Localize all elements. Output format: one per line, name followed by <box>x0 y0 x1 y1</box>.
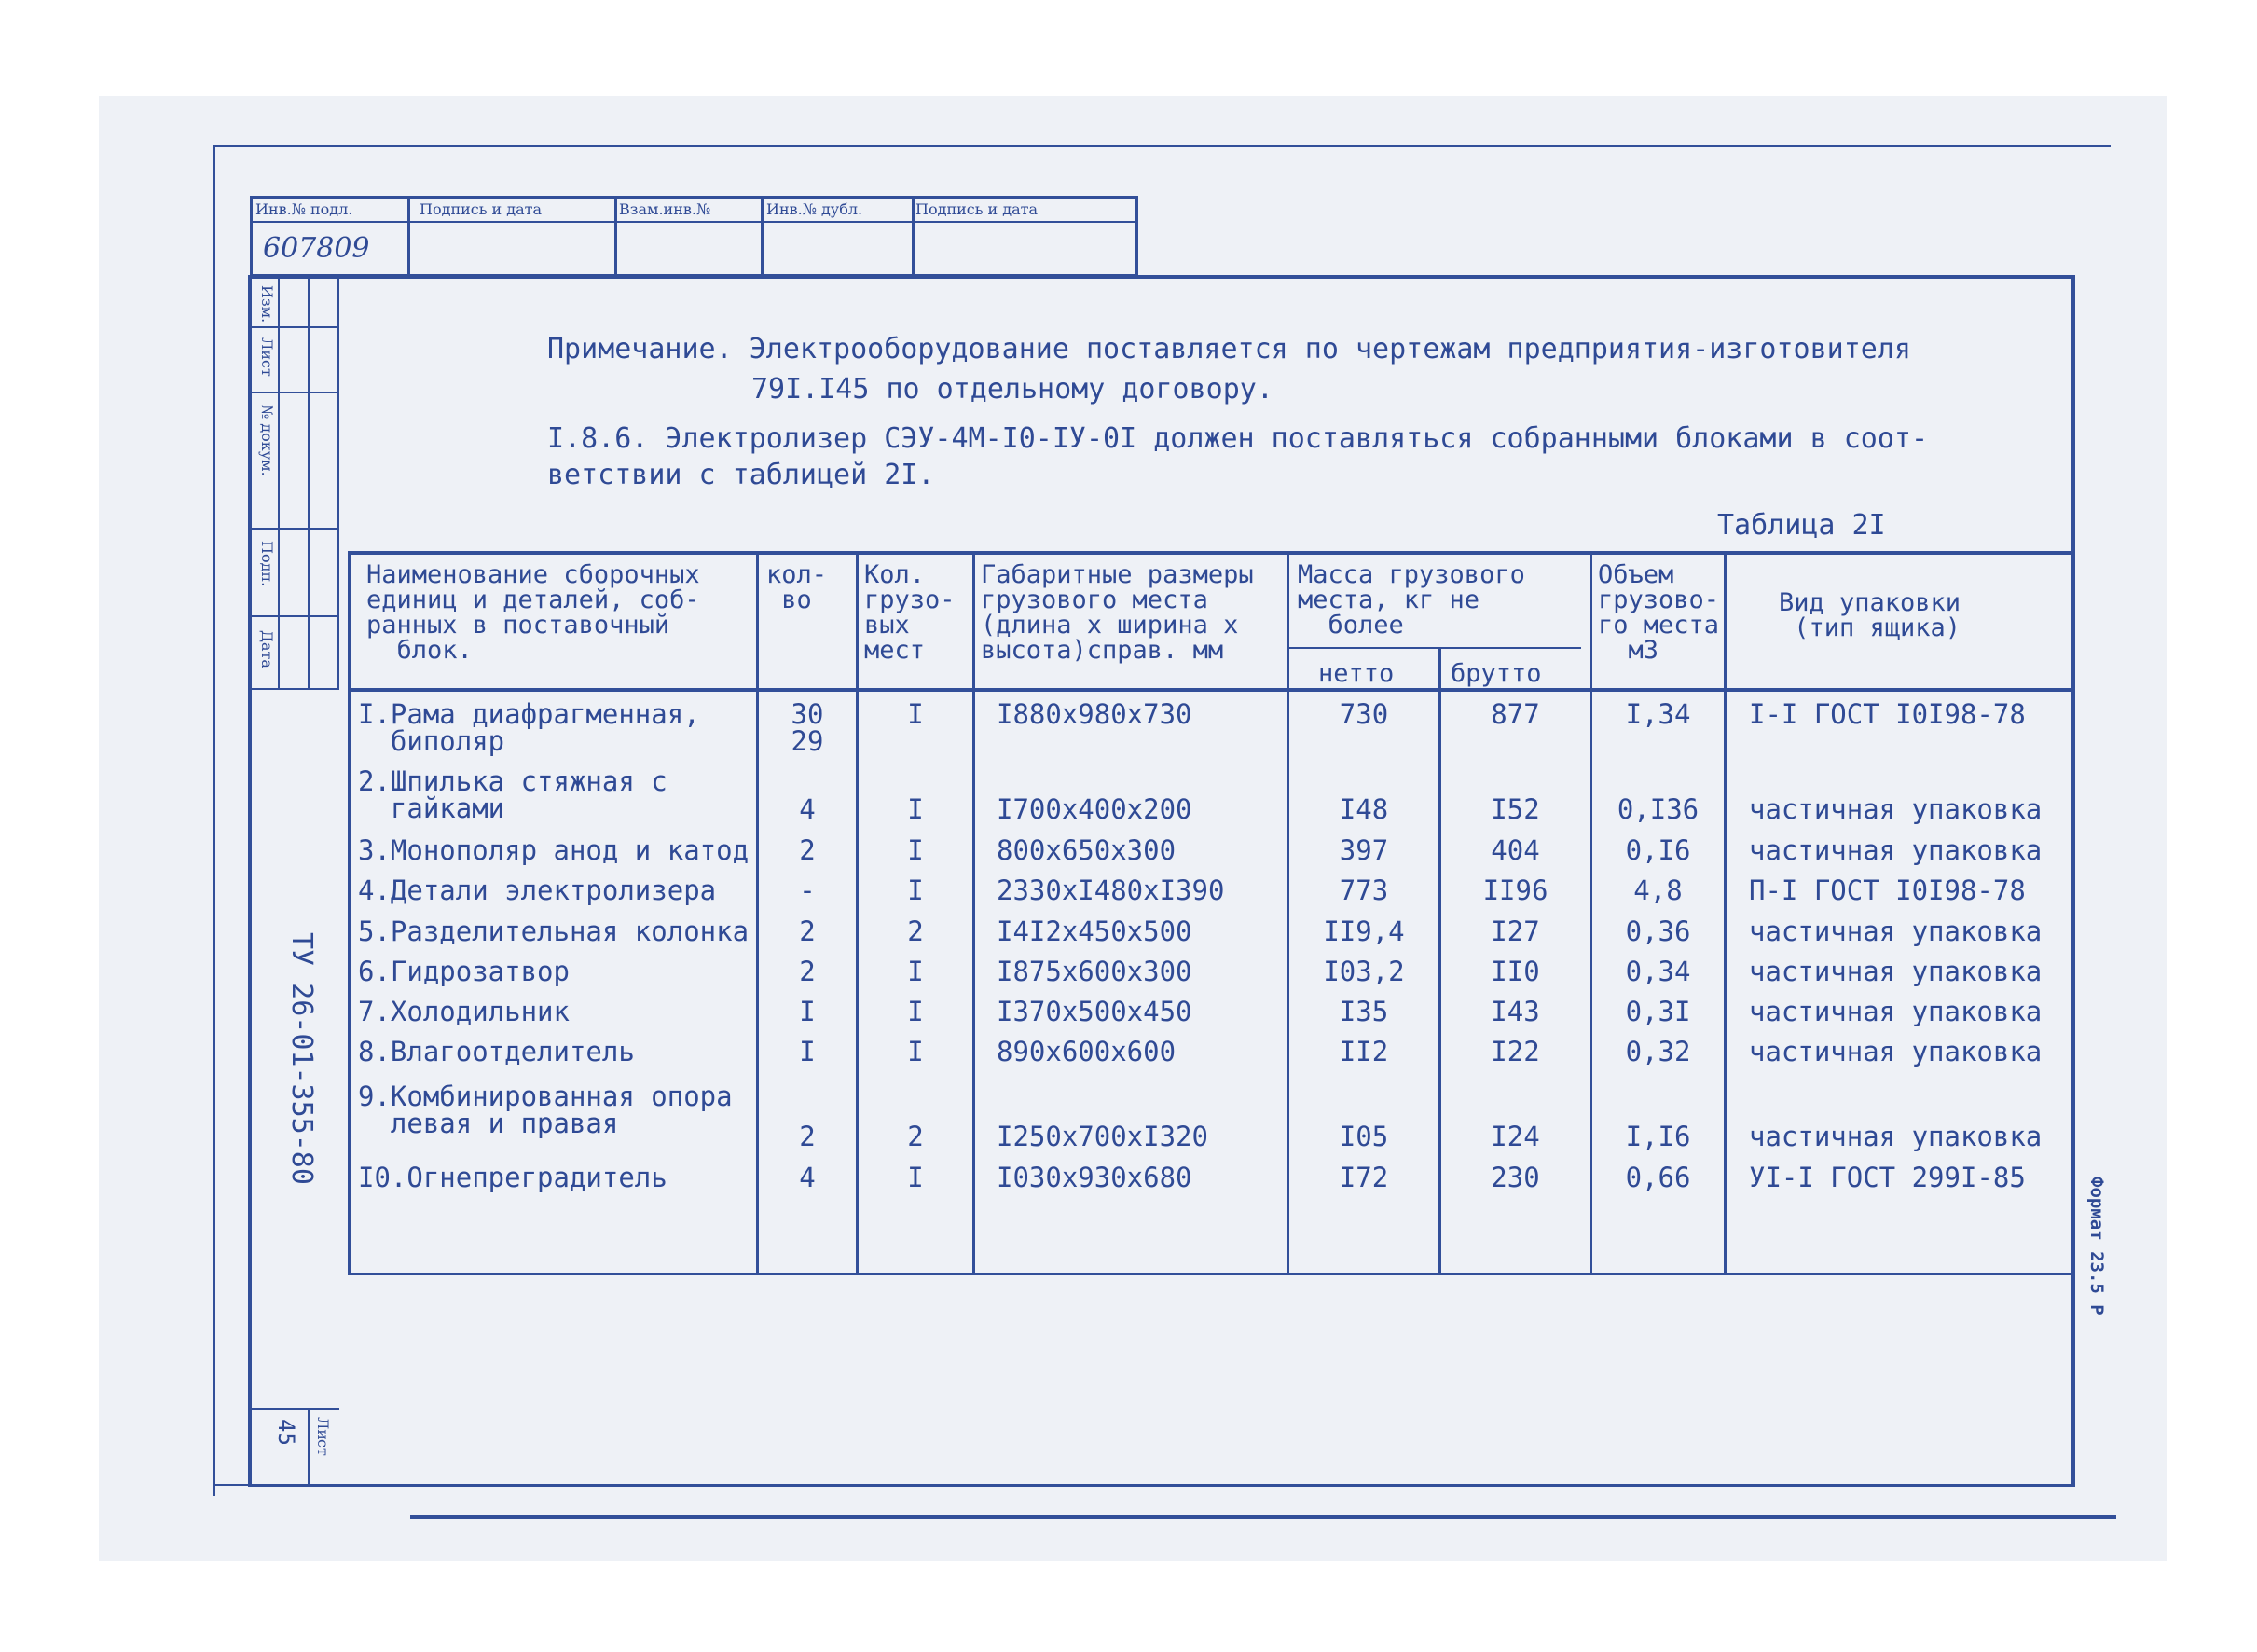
cell-qty: I <box>799 1036 816 1067</box>
cell-name: 2.Шпилька стяжная с гайками <box>358 765 667 824</box>
stamp-header-inv-orig: Инв.№ подл. <box>255 200 353 218</box>
table-title: Таблица 2I <box>1717 509 1886 542</box>
cell-volume: 4,8 <box>1633 874 1683 906</box>
cell-qty: 2 <box>799 834 816 866</box>
cell-name: 3.Монополяр анод и катод <box>358 834 750 866</box>
note-line-4: ветствии с таблицей 2I. <box>547 459 935 491</box>
cell-name: I.Рама диафрагменная, биполяр <box>358 698 700 757</box>
frame-bottom <box>410 1515 2116 1519</box>
col-header-pack: Вид упаковки (тип ящика) <box>1779 588 1961 642</box>
cell-name: 9.Комбинированная опора левая и правая <box>358 1081 733 1139</box>
cell-pack: частичная упаковка <box>1749 834 2043 866</box>
cell-brutto: I43 <box>1491 996 1540 1027</box>
cell-volume: I,34 <box>1625 698 1691 730</box>
document-code: ТУ 26-01-355-80 <box>285 932 318 1185</box>
cell-dims: 890x600x600 <box>997 1036 1177 1067</box>
cell-volume: 0,34 <box>1625 956 1691 987</box>
cell-name: 4.Детали электролизера <box>358 874 717 906</box>
cell-pack: частичная упаковка <box>1749 793 2043 825</box>
cell-dims: 2330xI480xI390 <box>997 874 1225 906</box>
cell-pack: П-I ГОСТ I0I98-78 <box>1749 874 2026 906</box>
cell-places: 2 <box>907 915 924 947</box>
cell-volume: 0,32 <box>1625 1036 1691 1067</box>
cell-pack: I-I ГОСТ I0I98-78 <box>1749 698 2026 730</box>
col-header-mass: Масса грузового места, кг не более <box>1298 560 1525 640</box>
cell-qty: 4 <box>799 1162 816 1193</box>
cell-places: I <box>907 1036 924 1067</box>
cell-volume: 0,I36 <box>1617 793 1700 825</box>
cell-volume: 0,I6 <box>1625 834 1691 866</box>
cell-places: I <box>907 874 924 906</box>
col-header-places: Кол. грузо- вых мест <box>864 560 956 665</box>
cell-pack: частичная упаковка <box>1749 915 2043 947</box>
cell-dims: I880x980x730 <box>997 698 1192 730</box>
cell-volume: 0,66 <box>1625 1162 1691 1193</box>
cell-dims: I030x930x680 <box>997 1162 1192 1193</box>
cell-brutto: I22 <box>1491 1036 1540 1067</box>
cell-brutto: I24 <box>1491 1121 1540 1152</box>
cell-netto: II2 <box>1339 1036 1389 1067</box>
col-header-qty: кол- во <box>766 560 828 614</box>
cell-netto: I48 <box>1339 793 1389 825</box>
stamp-header-dup-inv: Инв.№ дубл. <box>766 200 863 218</box>
col-header-volume: Объем грузово- го места м3 <box>1598 560 1720 665</box>
cell-brutto: I52 <box>1491 793 1540 825</box>
cell-dims: 800x650x300 <box>997 834 1177 866</box>
cell-brutto: 404 <box>1491 834 1540 866</box>
cell-qty: I <box>799 996 816 1027</box>
cell-places: I <box>907 996 924 1027</box>
side-label-izm: Изм. <box>258 285 276 324</box>
cell-name: 7.Холодильник <box>358 996 570 1027</box>
cell-qty: 2 <box>799 915 816 947</box>
col-header-brutto: брутто <box>1451 659 1542 688</box>
cell-volume: 0,36 <box>1625 915 1691 947</box>
cell-volume: 0,3I <box>1625 996 1691 1027</box>
cell-qty: - <box>799 874 816 906</box>
cell-brutto: II0 <box>1491 956 1540 987</box>
sheet-label: Лист <box>314 1417 332 1456</box>
cell-netto: II9,4 <box>1323 915 1405 947</box>
format-note: Формат 23.5 Р <box>2086 1177 2107 1315</box>
inner-frame-right <box>2071 275 2075 1487</box>
cell-pack: частичная упаковка <box>1749 956 2043 987</box>
cell-dims: I700x400x200 <box>997 793 1192 825</box>
side-label-list: Лист <box>258 337 276 377</box>
cell-dims: I250x700xI320 <box>997 1121 1208 1152</box>
cell-name: I0.Огнепреградитель <box>358 1162 667 1193</box>
cell-netto: I05 <box>1339 1121 1389 1152</box>
cell-places: I <box>907 956 924 987</box>
col-header-name: Наименование сборочных единиц и деталей, соб- ранных в поставочный блок. <box>366 560 700 665</box>
cell-name: 5.Разделительная колонка <box>358 915 750 947</box>
cell-brutto: 230 <box>1491 1162 1540 1193</box>
inner-frame-left <box>248 275 252 1487</box>
col-header-dims: Габаритные размеры грузового места (длина х ширина х высота)справ. мм <box>981 560 1254 665</box>
cell-pack: частичная упаковка <box>1749 1121 2043 1152</box>
frame-top <box>214 145 2111 147</box>
cell-dims: I370x500x450 <box>997 996 1192 1027</box>
cell-qty: 4 <box>799 793 816 825</box>
cell-places: 2 <box>907 1121 924 1152</box>
cell-brutto: 877 <box>1491 698 1540 730</box>
cell-places: I <box>907 834 924 866</box>
cell-netto: 397 <box>1339 834 1389 866</box>
cell-volume: I,I6 <box>1625 1121 1691 1152</box>
cell-qty: 30 29 <box>791 698 824 757</box>
cell-name: 8.Влагоотделитель <box>358 1036 635 1067</box>
cell-pack: частичная упаковка <box>1749 1036 2043 1067</box>
cell-pack: УI-I ГОСТ 299I-85 <box>1749 1162 2026 1193</box>
cell-netto: 730 <box>1339 698 1389 730</box>
cell-brutto: I27 <box>1491 915 1540 947</box>
note-line-2: 79I.I45 по отдельному договору. <box>751 373 1273 406</box>
cell-qty: 2 <box>799 1121 816 1152</box>
cell-places: I <box>907 793 924 825</box>
cell-dims: I4I2x450x500 <box>997 915 1192 947</box>
side-label-doc-no: № докум. <box>258 405 276 476</box>
inner-frame-bottom <box>248 1484 2075 1487</box>
cell-netto: I72 <box>1339 1162 1389 1193</box>
cell-qty: 2 <box>799 956 816 987</box>
frame-left <box>213 145 215 1496</box>
cell-pack: частичная упаковка <box>1749 996 2043 1027</box>
sheet-number: 45 <box>273 1419 299 1446</box>
cell-netto: I35 <box>1339 996 1389 1027</box>
cell-dims: I875x600x300 <box>997 956 1192 987</box>
cell-netto: I03,2 <box>1323 956 1405 987</box>
cell-places: I <box>907 1162 924 1193</box>
stamp-inv-number: 607809 <box>263 232 370 265</box>
cell-places: I <box>907 698 924 730</box>
note-line-1: Примечание. Электрооборудование поставляется по чертежам предприятия-изготовителя <box>547 333 1911 365</box>
stamp-header-sign-date-2: Подпись и дата <box>915 200 1039 218</box>
note-line-3: I.8.6. Электролизер СЭУ-4М-I0-IУ-0I должен поставляться собранными блоками в соот- <box>547 422 1929 455</box>
side-label-sign: Подп. <box>258 541 276 587</box>
stamp-header-sign-date: Подпись и дата <box>420 200 543 218</box>
side-label-date: Дата <box>258 630 276 668</box>
cell-netto: 773 <box>1339 874 1389 906</box>
col-header-netto: нетто <box>1318 659 1395 688</box>
cell-name: 6.Гидрозатвор <box>358 956 570 987</box>
stamp-header-replace-inv: Взам.инв.№ <box>619 200 711 218</box>
cell-brutto: II96 <box>1482 874 1548 906</box>
